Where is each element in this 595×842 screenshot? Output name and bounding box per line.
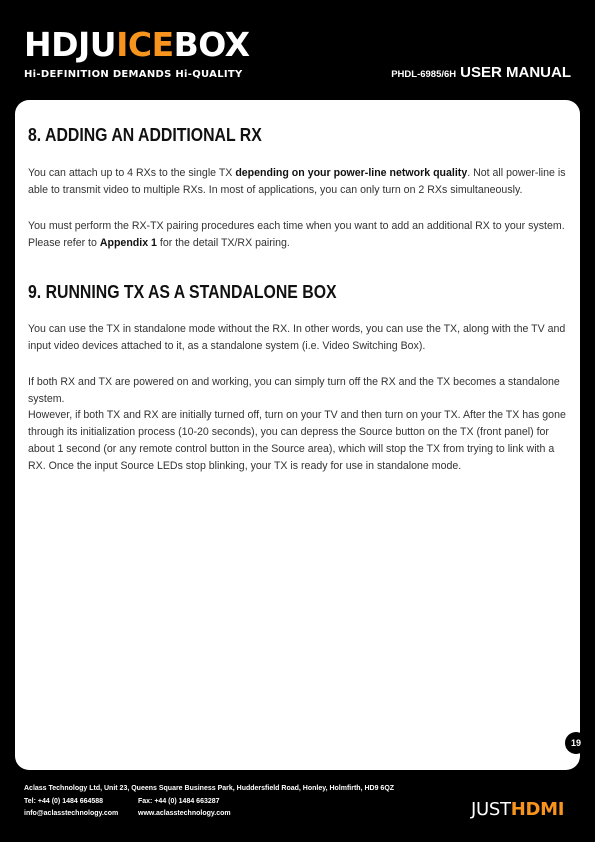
- footer-tel: Tel: +44 (0) 1484 664588: [24, 798, 104, 805]
- hdjuicebox-logo: HDJUICEBOX: [24, 25, 250, 64]
- justhdmi-logo: JUSTHDMI: [471, 799, 565, 820]
- tagline: Hi-DEFINITION DEMANDS Hi-QUALITY: [24, 69, 243, 80]
- section-heading-8: 8. ADDING AN ADDITIONAL RX: [28, 125, 262, 145]
- document-title: [391, 64, 571, 82]
- footer-email[interactable]: info@aclasstechnology.com: [24, 810, 119, 817]
- footer-website[interactable]: www.aclasstechnology.com: [138, 810, 231, 817]
- model-code: PHDL-6985/6H: [391, 69, 457, 80]
- page-number: 19: [565, 732, 587, 754]
- content-panel: [15, 100, 580, 770]
- paragraph: You can use the TX in standalone mode without the RX. In other words, you can use the TX, along with the TV and input video devices attached to it, as a standalone system (i.e. Video Switching Box).: [28, 323, 566, 352]
- footer-fax: Fax: +44 (0) 1484 663287: [138, 798, 220, 805]
- paragraph: However, if both TX and RX are initially turned off, turn on your TV and then turn on your TX. After the TX has gone through its initialization process (10-20 seconds), you can depress the Source button on the TX (front panel) for about 1 second (or any remote control button in the Source area), which will stop the TX from trying to link with a RX. Once the input Source LEDs stop blinking, your TX is ready for use in standalone mode.: [28, 409, 566, 472]
- footer-address: Aclass Technology Ltd, Unit 23, Queens Square Business Park, Huddersfield Road, Honley, Holmfirth, HD9 6QZ: [24, 785, 395, 792]
- paragraph: You must perform the RX-TX pairing procedures each time when you want to add an additional RX to your system. Please refer to Appendix 1 for the detail TX/RX pairing.: [28, 220, 565, 249]
- manual-label: USER MANUAL: [460, 64, 571, 81]
- section-heading-9: 9. RUNNING TX AS A STANDALONE BOX: [28, 282, 337, 302]
- paragraph: If both RX and TX are powered on and working, you can simply turn off the RX and the TX becomes a standalone system.: [28, 376, 560, 405]
- paragraph: You can attach up to 4 RXs to the single TX depending on your power-line network quality. Not all power-line is able to transmit video to multiple RXs. In most of applications, you can only turn on 2 RXs simultaneously.: [28, 167, 566, 196]
